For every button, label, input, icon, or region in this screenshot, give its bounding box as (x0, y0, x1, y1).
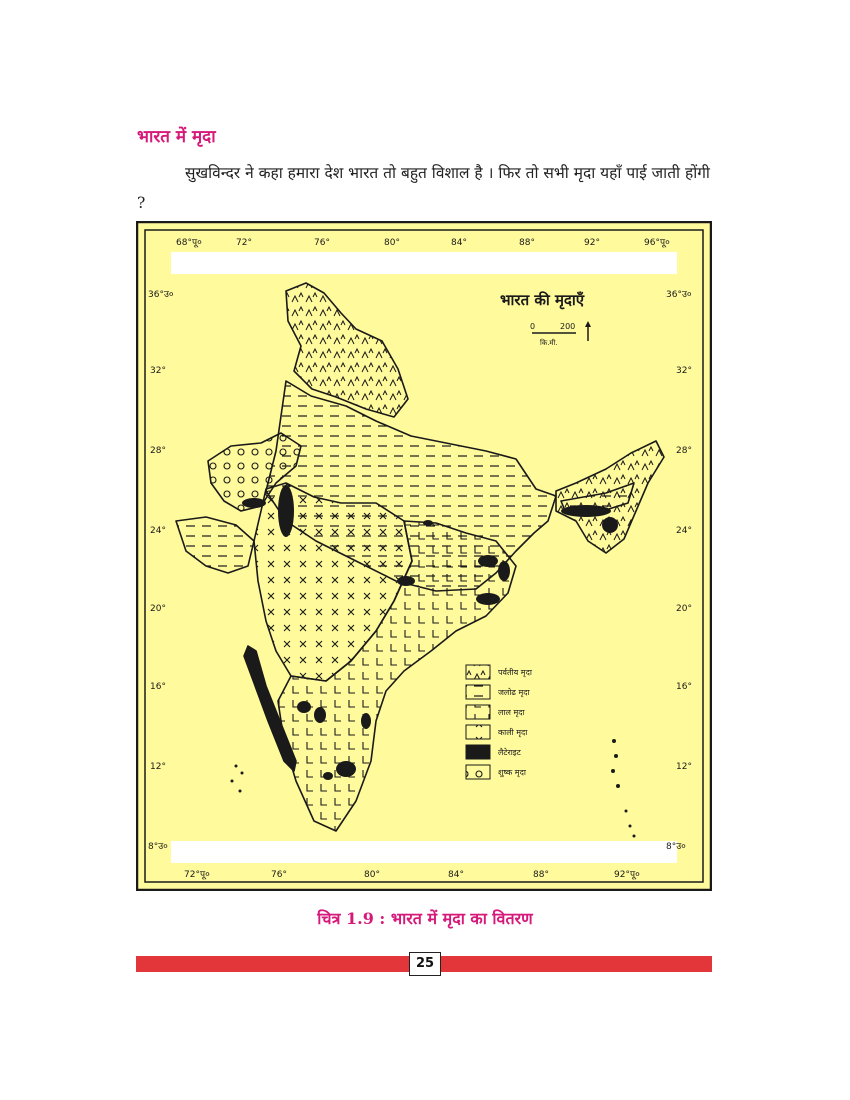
right-tick: 12° (676, 762, 692, 772)
laterite-blob (423, 520, 433, 526)
laterite-blob (476, 593, 500, 605)
bottom-tick: 84° (448, 870, 464, 880)
figure-caption: चित्र 1.9 : भारत में मृदा का वितरण (317, 909, 533, 928)
page-number: 25 (409, 952, 441, 976)
top-tick: 76° (314, 238, 330, 248)
scale-unit: कि.मी. (540, 339, 558, 347)
laterite-blob (561, 505, 611, 517)
top-tick: 68°पू० (176, 238, 202, 248)
laterite-blob (361, 713, 371, 729)
bottom-tick: 76° (271, 870, 287, 880)
bottom-tick: 88° (533, 870, 549, 880)
soil-map (136, 221, 712, 891)
laterite-blob (323, 772, 333, 780)
top-tick: 92° (584, 238, 600, 248)
right-tick: 32° (676, 366, 692, 376)
bottom-tick: 80° (364, 870, 380, 880)
legend-item (466, 725, 528, 739)
left-tick: 12° (150, 762, 166, 772)
left-tick: 8°उ० (148, 842, 168, 852)
laterite-blob (297, 701, 311, 713)
bottom-tick: 72°पू० (184, 870, 210, 880)
legend-item (466, 665, 533, 679)
right-tick: 20° (676, 604, 692, 614)
left-tick: 28° (150, 446, 166, 456)
scale-zero: 0 (530, 322, 536, 331)
top-label-band (171, 252, 677, 274)
laterite-blob (602, 517, 618, 533)
left-tick: 16° (150, 682, 166, 692)
legend-label: काली मृदा (498, 728, 528, 737)
top-tick: 88° (519, 238, 535, 248)
section-heading: भारत में मृदा (137, 127, 216, 147)
bottom-tick: 92°पू० (614, 870, 640, 880)
right-tick: 28° (676, 446, 692, 456)
legend-label: लाल मृदा (498, 708, 525, 717)
left-tick: 36°उ० (148, 290, 174, 300)
top-tick: 80° (384, 238, 400, 248)
left-tick: 32° (150, 366, 166, 376)
top-tick: 84° (451, 238, 467, 248)
legend-label: शुष्क मृदा (498, 768, 526, 777)
laterite-blob (314, 707, 326, 723)
right-tick: 36°उ० (666, 290, 692, 300)
legend-label: जलोढ मृदा (498, 688, 530, 697)
body-paragraph: सुखविन्दर ने कहा हमारा देश भारत तो बहुत विशाल है । फिर तो सभी मृदा यहाँ पाई जाती होंगी ? (137, 164, 710, 212)
right-tick: 8°उ० (666, 842, 686, 852)
top-tick: 96°पू० (644, 238, 670, 248)
scale-value: 200 (560, 322, 576, 331)
laterite-blob (242, 498, 266, 508)
laterite-blob (478, 555, 498, 567)
map-title: भारत की मृदाएँ (500, 291, 585, 309)
left-tick: 20° (150, 604, 166, 614)
top-tick: 72° (236, 238, 252, 248)
legend-item (466, 685, 531, 699)
bottom-label-band (171, 841, 677, 863)
laterite-blob (397, 576, 415, 586)
laterite-blob (278, 485, 294, 537)
laterite-blob (336, 761, 356, 777)
legend-label: पर्वतीय मृदा (498, 668, 532, 677)
right-tick: 16° (676, 682, 692, 692)
left-tick: 24° (150, 526, 166, 536)
legend-label: लैटेराइट (498, 748, 521, 757)
laterite-blob (498, 561, 510, 581)
right-tick: 24° (676, 526, 692, 536)
